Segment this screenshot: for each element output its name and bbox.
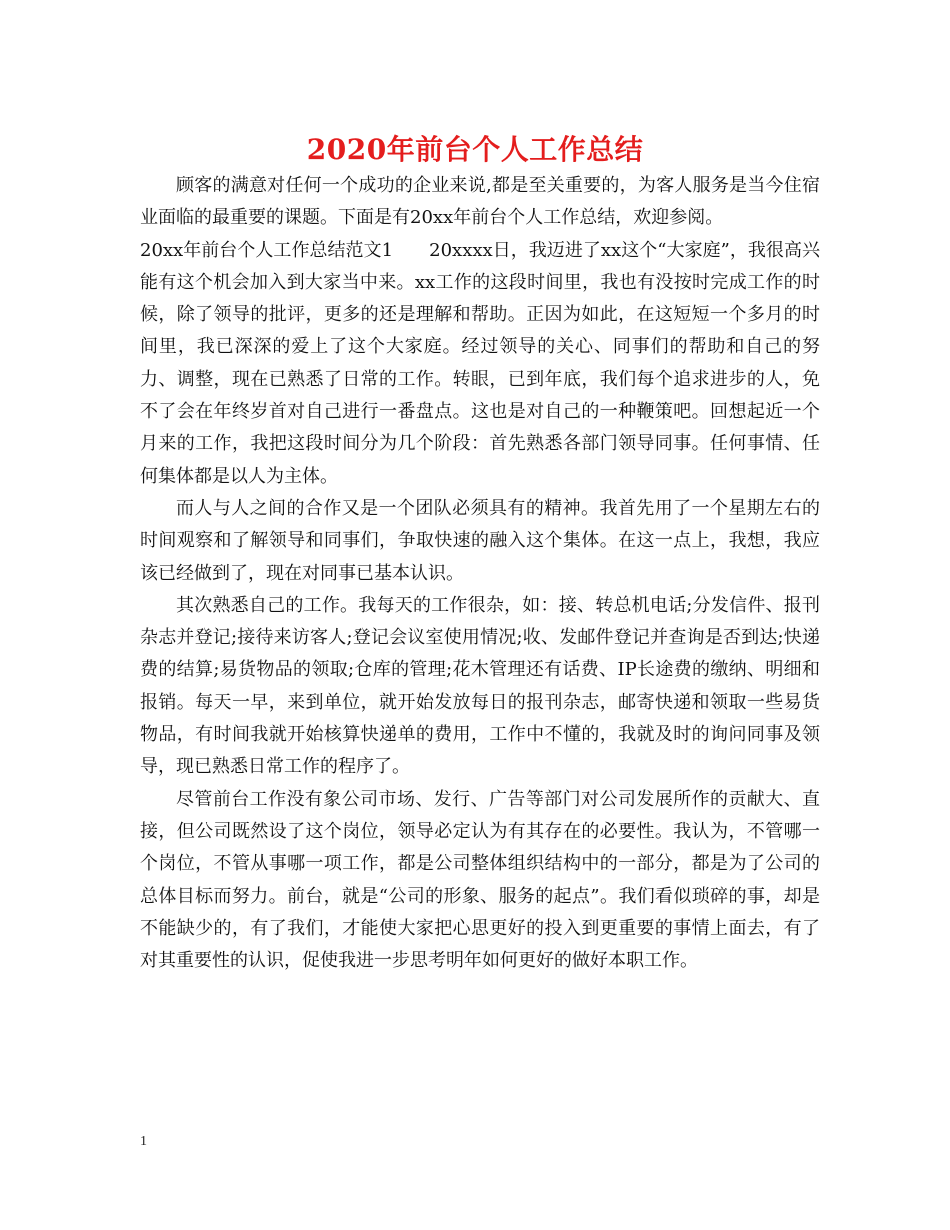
paragraph-teamwork: 而人与人之间的合作又是一个团队必须具有的精神。我首先用了一个星期左右的时间观察和了解领导和同事们，争取快速的融入这个集体。在这一点上，我想，我应该已经做到了，现在对同事已基本认识。 [140,497,820,584]
document-title: 2020年前台个人工作总结 [306,133,644,166]
document-body [140,170,820,977]
page-number: 1 [140,1134,147,1149]
paragraph-daily-work: 其次熟悉自己的工作。我每天的工作很杂，如：接、转总机电话;分发信件、报刊杂志并登记;接待来访客人;登记会议室使用情况;收、发邮件登记并查询是否到达;快递费的结算;易货物品的领取;仓库的管理;花木管理还有话费、IP长途费的缴纳、明细和报销。每天一早，来到单位，就开始发放每日的报刊杂志，邮寄快递和领取一些易货物品，有时间我就开始核算快递单的费用，工作中不懂的，我就及时的询问同事及领导，现已熟悉日常工作的程序了。 [140,594,820,778]
paragraph-front-desk-role: 尽管前台工作没有象公司市场、发行、广告等部门对公司发展所作的贡献大、直接，但公司既然设了这个岗位，领导必定认为有其存在的必要性。我认为，不管哪一个岗位，不管从事哪一项工作，都是公司整体组织结构中的一部分，都是为了公司的总体目标而努力。前台，就是“公司的形象、服务的起点”。我们看似琐碎的事，却是不能缺少的，有了我们，才能使大家把心思更好的投入到更重要的事情上面去，有了对其重要性的认识，促使我进一步思考明年如何更好的做好本职工作。 [140,788,820,972]
paragraph-intro: 顾客的满意对任何一个成功的企业来说,都是至关重要的，为客人服务是当今住宿业面临的最重要的课题。下面是有20xx年前台个人工作总结，欢迎参阅。 [140,175,820,229]
paragraph-sample-one: 20xx年前台个人工作总结范文1 20xxxx日，我迈进了xx这个“大家庭”，我很高兴能有这个机会加入到大家当中来。xx工作的这段时间里，我也有没按时完成工作的时候，除了领导的批评，更多的还是理解和帮助。正因为如此，在这短短一个多月的时间里，我已深深的爱上了这个大家庭。经过领导的关心、同事们的帮助和自己的努力、调整，现在已熟悉了日常的工作。转眼，已到年底，我们每个追求进步的人，免不了会在年终岁首对自己进行一番盘点。这也是对自己的一种鞭策吧。回想起近一个月来的工作，我把这段时间分为几个阶段：首先熟悉各部门领导同事。任何事情、任何集体都是以人为主体。 [140,239,820,487]
